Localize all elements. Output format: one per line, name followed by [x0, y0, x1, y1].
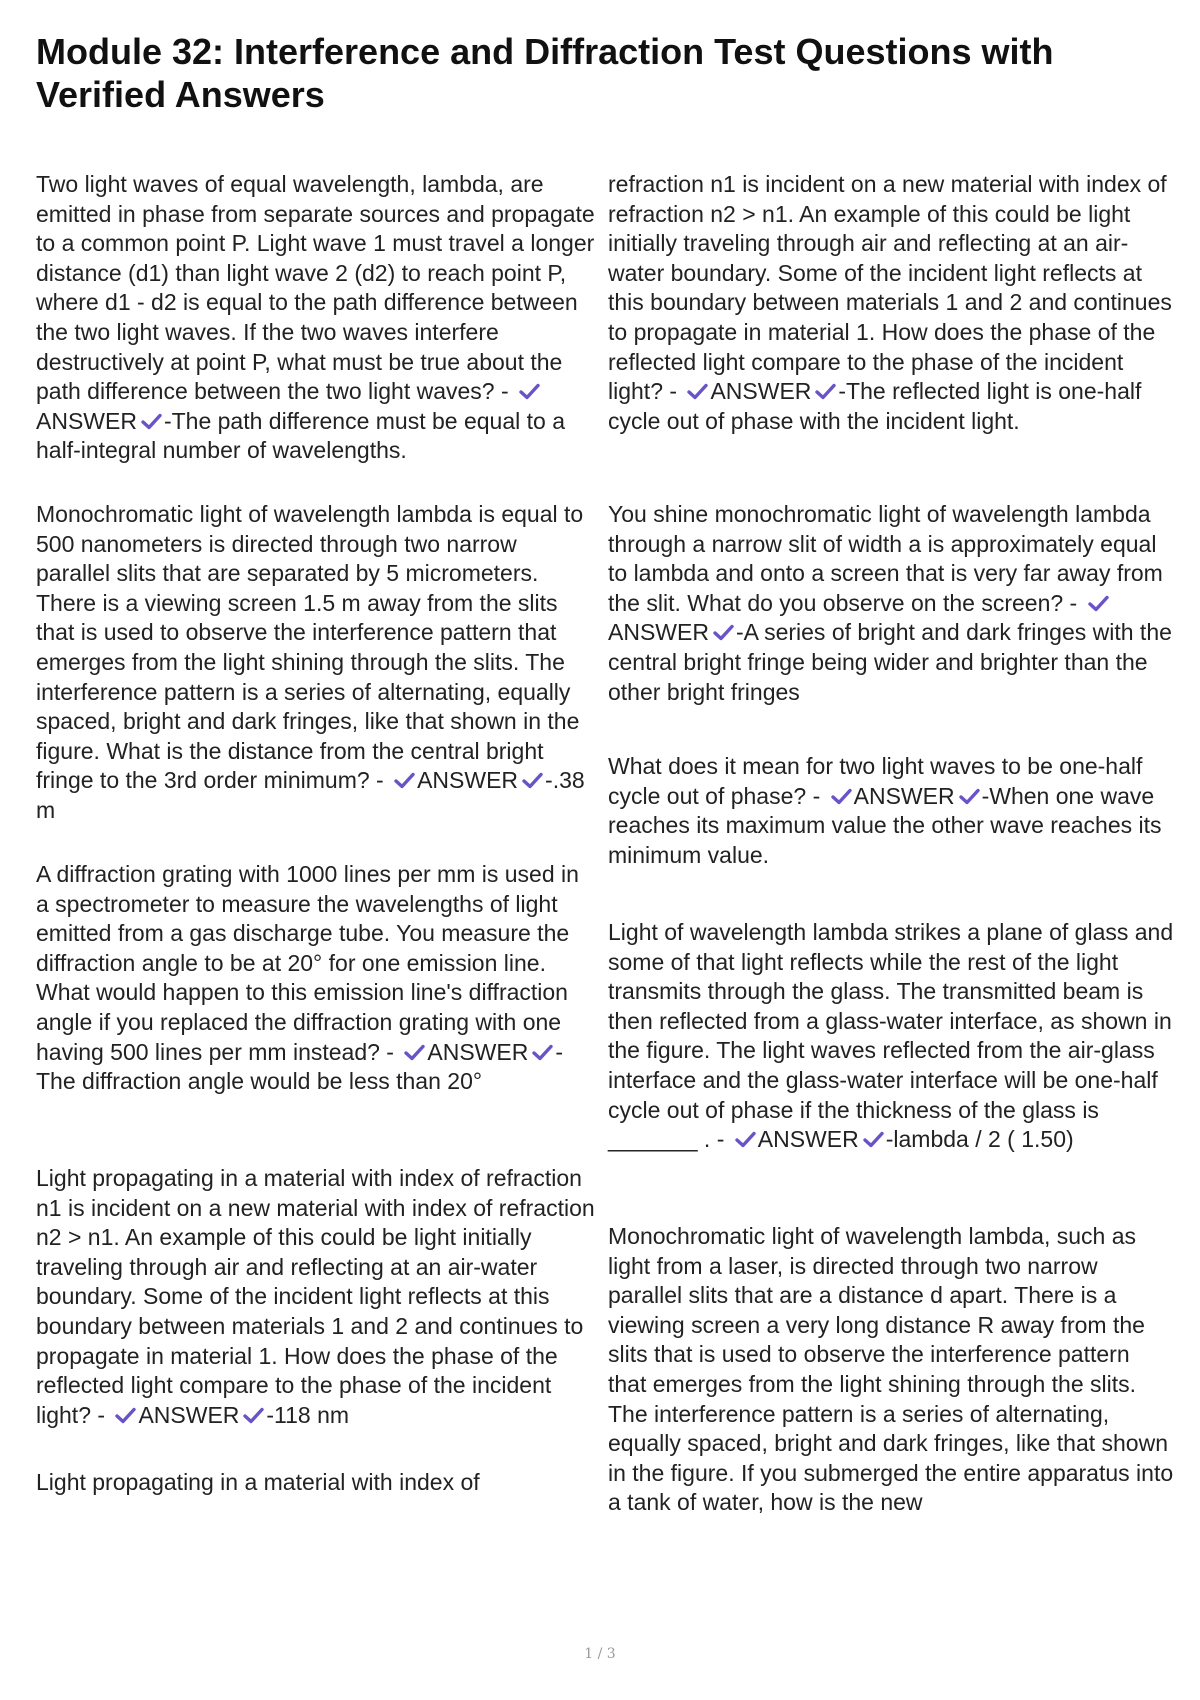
answer-label: ANSWER	[853, 782, 955, 809]
check-icon	[735, 1131, 756, 1148]
answer-text: -118 nm	[266, 1401, 350, 1428]
check-icon	[815, 383, 836, 400]
question-block-9	[608, 918, 1174, 1155]
answer-label: ANSWER	[710, 378, 812, 405]
answer-label: ANSWER	[757, 1126, 859, 1153]
question-text: A diffraction grating with 1000 lines per mm is used in a spectrometer to measure the wavelengths of light emitted from a gas discharge tube. You measure the diffraction angle to be at 20° for one emission line. What would happen to this emission line's diffraction angle if you replaced the diffraction grating with one having 500 lines per mm instead? -	[36, 861, 579, 1065]
check-icon	[863, 1131, 884, 1148]
question-block-2	[36, 500, 596, 826]
check-icon	[404, 1044, 425, 1061]
check-icon	[1088, 595, 1109, 612]
check-icon	[141, 413, 162, 430]
answer-label: ANSWER	[417, 767, 519, 794]
question-text: Two light waves of equal wavelength, lambda, are emitted in phase from separate sources and propagate to a common point P. Light wave 1 must travel a longer distance (d1) than light wave 2 (d2) to reach point P, where d1 - d2 is equal to the path difference between the two light waves. If the two waves interfere destructively at point P, what must be true about the path difference between the two light waves? -	[36, 171, 595, 405]
check-icon	[519, 383, 540, 400]
check-icon	[532, 1044, 553, 1061]
question-block-10	[608, 1222, 1174, 1518]
check-icon	[713, 624, 734, 641]
check-icon	[959, 788, 980, 805]
answer-text: -When one wave reaches its maximum value the other wave reaches its minimum value.	[608, 782, 1162, 868]
answer-text: -The diffraction angle would be less than 20°	[36, 1038, 563, 1095]
question-text: Monochromatic light of wavelength lambda, such as light from a laser, is directed through two narrow parallel slits that are a distance d apart. There is a viewing screen a very long distance R away from the slits that is used to observe the interference pattern that emerges from the light shining through the slits. The interference pattern is a series of alternating, equally spaced, bright and dark fringes, like that shown in the figure. If you submerged the entire apparatus into a tank of water, how is the new	[608, 1223, 1174, 1516]
question-text: You shine monochromatic light of wavelength lambda through a narrow slit of width a is approximately equal to lambda and onto a screen that is very far away from the slit. What do you observe on the screen? -	[608, 501, 1163, 616]
answer-text: -.38 m	[36, 767, 585, 823]
question-text: What does it mean for two light waves to be one-half cycle out of phase? -	[608, 753, 1143, 809]
check-icon	[831, 788, 852, 805]
answer-text: -The path difference must be equal to a half-integral number of wavelengths.	[36, 407, 566, 464]
answer-text: -lambda / 2 ( 1.50)	[885, 1126, 1074, 1153]
check-icon	[243, 1407, 264, 1424]
answer-text: -A series of bright and dark fringes with the central bright fringe being wider and brighter than the other bright fringes	[608, 619, 1172, 705]
check-icon	[115, 1407, 136, 1424]
answer-label: ANSWER	[138, 1401, 240, 1428]
question-block-3	[36, 860, 596, 1097]
check-icon	[394, 772, 415, 789]
check-icon	[687, 383, 708, 400]
page-indicator: 1 / 3	[584, 1646, 616, 1662]
question-block-1	[36, 170, 596, 466]
question-block-4	[36, 1164, 596, 1430]
document-title: Module 32: Interference and Diffraction Test Questions with Verified Answers	[36, 31, 1054, 115]
question-text: Light propagating in a material with index of refraction n1 is incident on a new material with index of refraction n2 > n1. An example of this could be light initially traveling through air and reflecting at an air-water boundary. Some of the incident light reflects at this boundary between materials 1 and 2 and continues to propagate in material 1. How does the phase of the reflected light compare to the phase of the incident light? -	[36, 1165, 595, 1428]
question-text: Monochromatic light of wavelength lambda is equal to 500 nanometers is directed through two narrow parallel slits that are separated by 5 micrometers. There is a viewing screen 1.5 m away from the slits that is used to observe the interference pattern that emerges from the light shining through the slits. The interference pattern is a series of alternating, equally spaced, bright and dark fringes, like that shown in the figure. What is the distance from the central bright fringe to the 3rd order minimum? -	[36, 501, 584, 794]
question-block-8	[608, 752, 1174, 870]
question-text: refraction n1 is incident on a new material with index of refraction n2 > n1. An example of this could be light initially traveling through air and reflecting at an air-water boundary. Some of the incident light reflects at this boundary between materials 1 and 2 and continues to propagate in material 1. How does the phase of the reflected light compare to the phase of the incident light? -	[608, 171, 1172, 405]
question-block-7	[608, 500, 1174, 707]
answer-label: ANSWER	[427, 1038, 529, 1065]
question-text: Light propagating in a material with index of	[36, 1469, 480, 1495]
question-block-6	[608, 170, 1174, 436]
check-icon	[522, 772, 543, 789]
answer-text: -The reflected light is one-half cycle out of phase with the incident light.	[608, 378, 1142, 434]
question-text: Light of wavelength lambda strikes a plane of glass and some of that light reflects while the rest of the light transmits through the glass. The transmitted beam is then reflected from a glass-water interface, as shown in the figure. The light waves reflected from the air-glass interface and the glass-water interface will be one-half cycle out of phase if the thickness of the glass is _______ . -	[608, 919, 1174, 1153]
answer-label: ANSWER	[608, 619, 709, 646]
answer-label: ANSWER	[36, 407, 137, 434]
question-block-5	[36, 1468, 596, 1498]
